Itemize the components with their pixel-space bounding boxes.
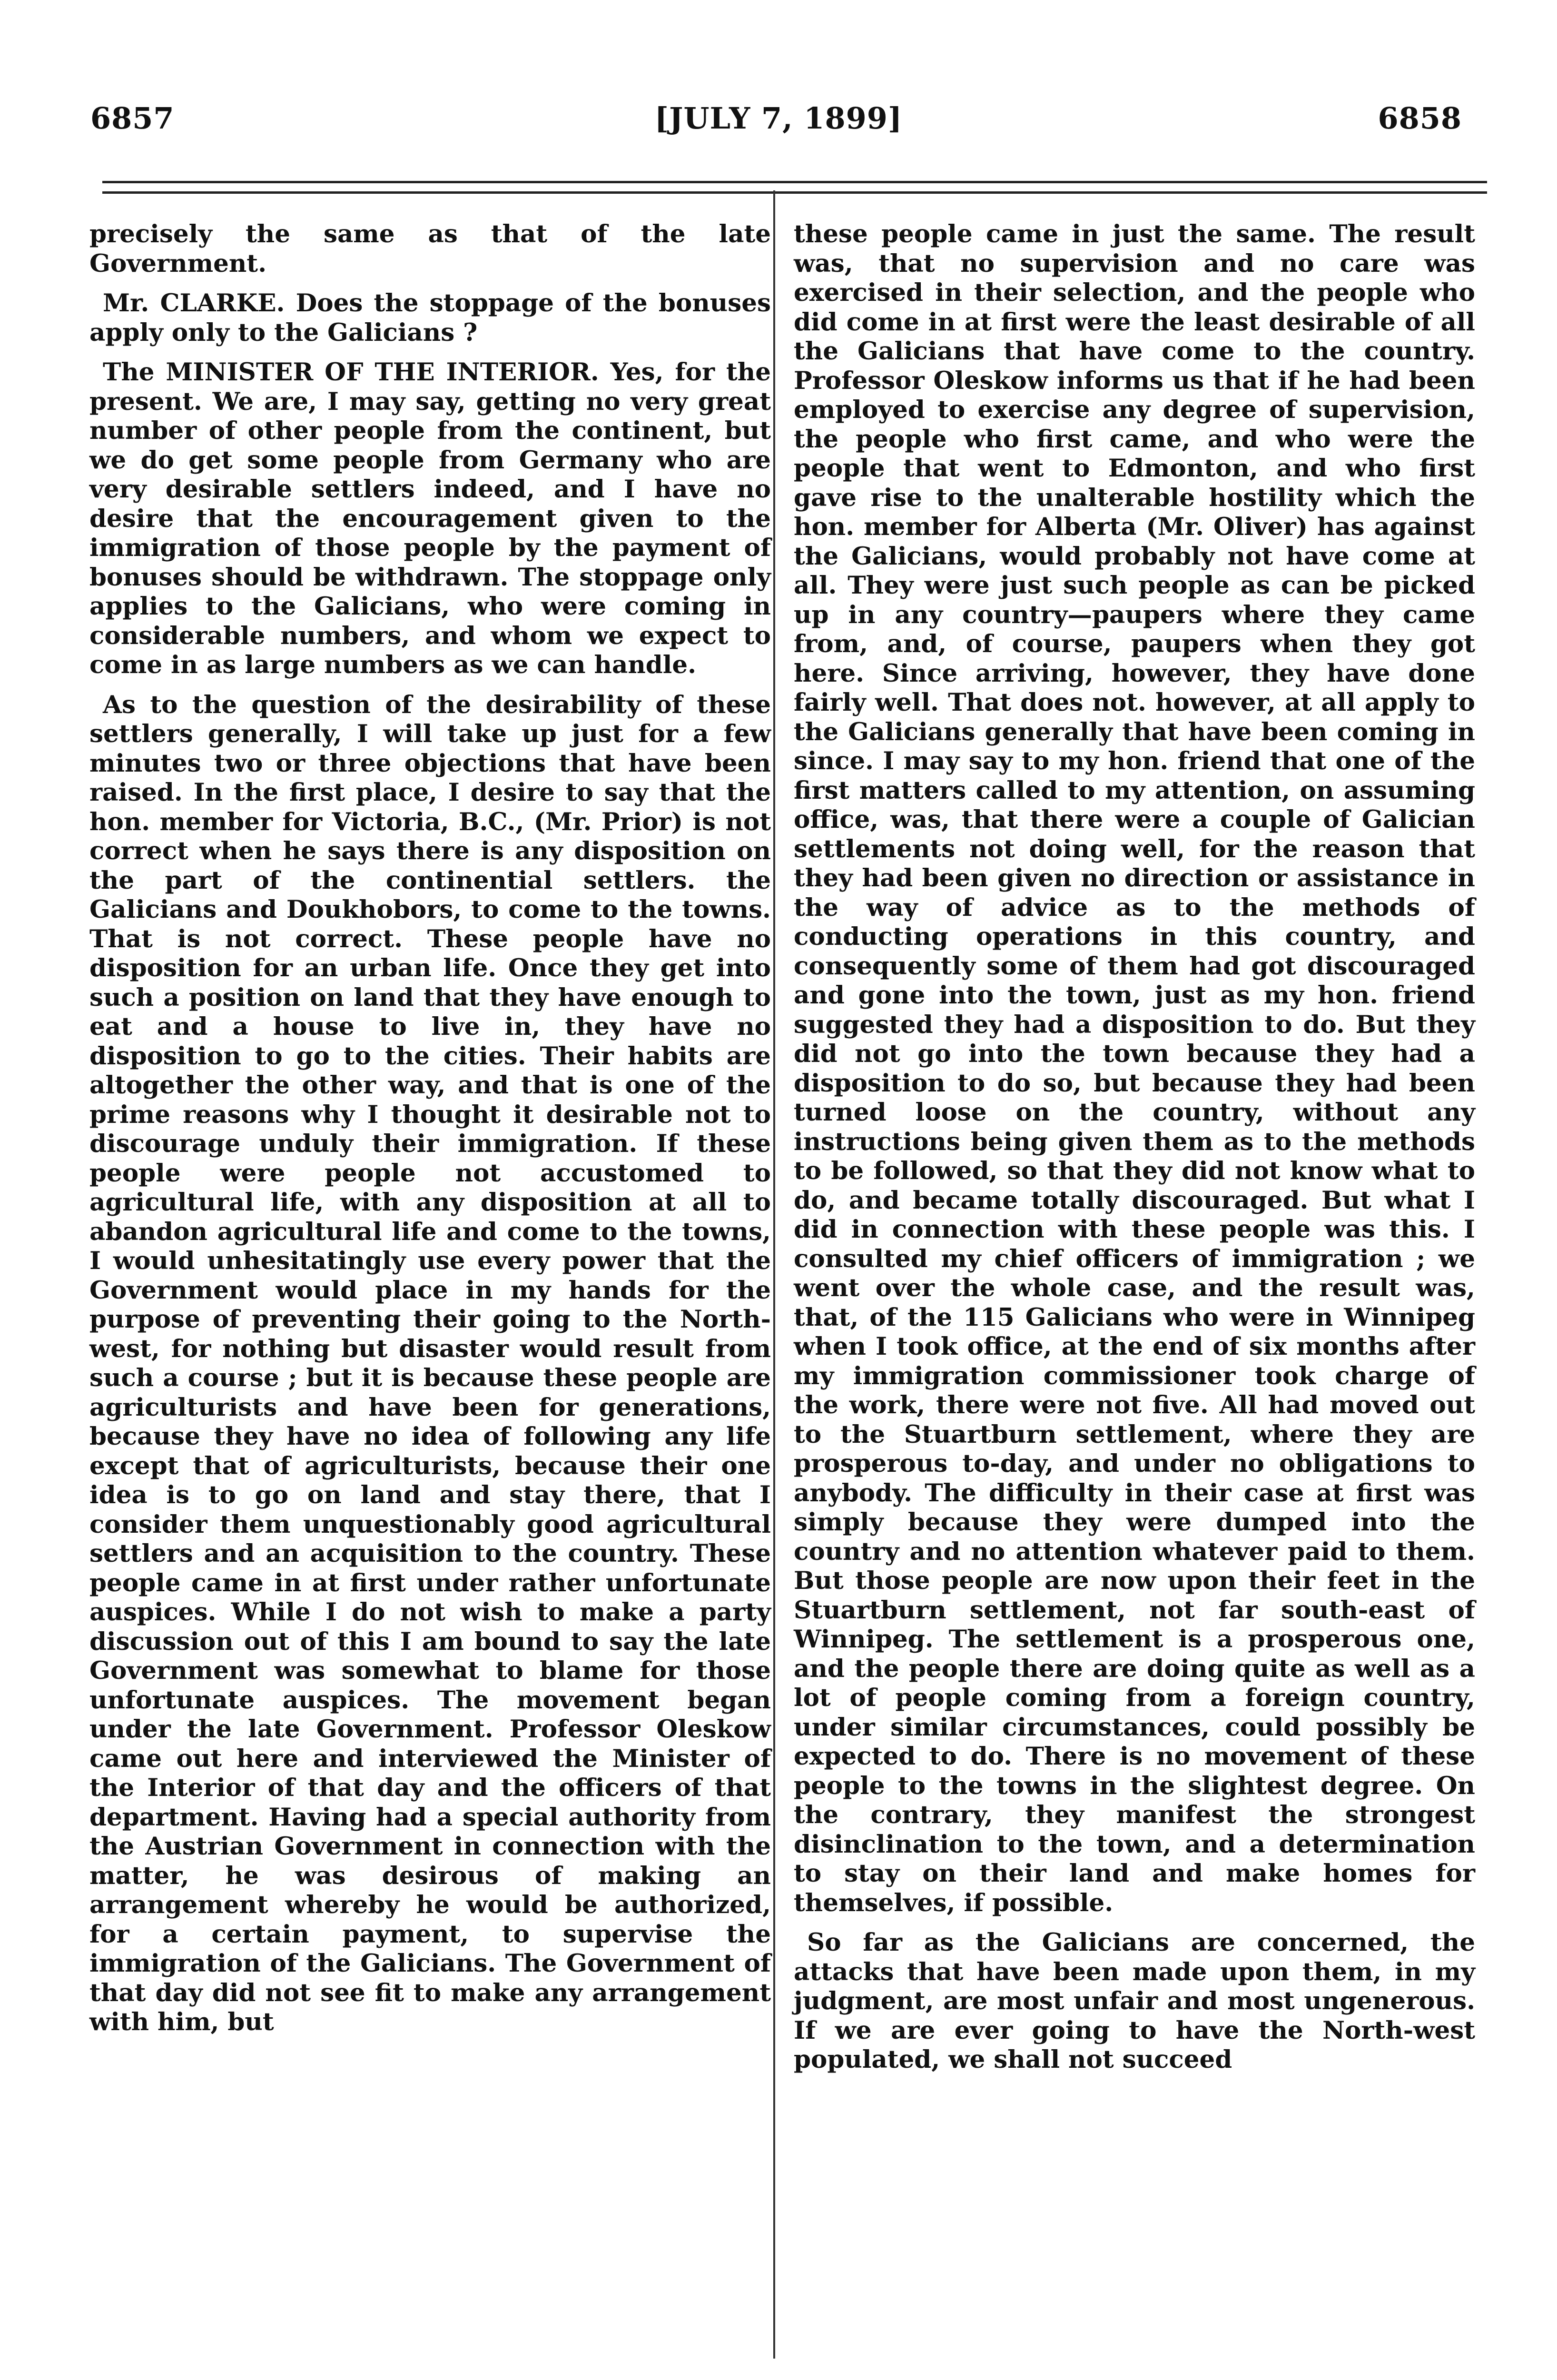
paragraph: The MINISTER OF THE INTERIOR. Yes, for the present. We are, I may say, getting no very great number of other people from the continent, but we do get some people from Germany who are very desirable settlers indeed, and I have no desire that the encouragement given to the immigration of those people by the payment of bonuses should be withdrawn. The stoppage only applies to the Galicians, who were coming in considerable numbers, and whom we expect to come in as large numbers as we can handle.: [89, 358, 771, 679]
column-divider: [773, 190, 775, 2359]
header-rule-bottom: [102, 191, 1487, 194]
right-page-number: 6858: [1378, 101, 1462, 136]
paragraph: precisely the same as that of the late Government.: [89, 220, 771, 278]
left-column: [89, 220, 771, 2048]
paragraph: So far as the Galicians are concerned, the attacks that have been made upon them, in my judgment, are most unfair and most ungenerous. If we are ever going to have the North-west populated, we shall not succeed: [794, 1928, 1475, 2074]
paragraph: these people came in just the same. The result was, that no supervision and no care was exercised in their selection, and the people who did come in at first were the least desirable of all the Galicians that have come to the country. Professor Oleskow informs us that if he had been employed to exercise any degree of supervision, the people who first came, and who were the people that went to Edmonton, and who first gave rise to the unalterable hostility which the hon. member for Alberta (Mr. Oliver) has against the Galicians, would probably not have come at all. They were just such people as can be picked up in any country—paupers where they came from, and, of course, paupers when they got here. Since arriving, however, they have done fairly well. That does not. however, at all apply to the Galicians generally that have been coming in since. I may say to my hon. friend that one of the first matters called to my attention, on assuming office, was, that there were a couple of Galician settlements not doing well, for the reason that they had been given no direction or assistance in the way of advice as to the methods of conducting operations in this country, and consequently some of them had got discouraged and gone into the town, just as my hon. friend suggested they had a disposition to do. But they did not go into the town because they had a disposition to do so, but because they had been turned loose on the country, without any instructions being given them as to the methods to be followed, so that they did not know what to do, and became totally discouraged. But what I did in connection with these people was this. I consulted my chief officers of immigration ; we went over the whole case, and the result was, that, of the 115 Galicians who were in Winnipeg when I took office, at the end of six months after my immigration commissioner took charge of the work, there were not five. All had moved out to the Stuartburn settlement, where they are prosperous to-day, and under no obligations to anybody. The difficulty in their case at first was simply because they were dumped into the country and no attention whatever paid to them. But those people are now upon their feet in the Stuartburn settlement, not far south-east of Winnipeg. The settlement is a prosperous one, and the people there are doing quite as well as a lot of people coming from a foreign country, under similar circumstances, could possibly be expected to do. There is no movement of these people to the towns in the slightest degree. On the contrary, they manifest the strongest disinclination to the town, and a determination to stay on their land and make homes for themselves, if possible.: [794, 220, 1475, 1917]
page-header: [71, 101, 1486, 144]
header-rule-top: [102, 181, 1487, 183]
paragraph: As to the question of the desirability of these settlers generally, I will take up just for a few minutes two or three objections that have been raised. In the first place, I desire to say that the hon. member for Victoria, B.C., (Mr. Prior) is not correct when he says there is any disposition on the part of the continential settlers. the Galicians and Doukhobors, to come to the towns. That is not correct. These people have no disposition for an urban life. Once they get into such a position on land that they have enough to eat and a house to live in, they have no disposition to go to the cities. Their habits are altogether the other way, and that is one of the prime reasons why I thought it desirable not to discourage unduly their immigration. If these people were people not accustomed to agricultural life, with any disposition at all to abandon agricultural life and come to the towns, I would unhesitatingly use every power that the Government would place in my hands for the purpose of preventing their going to the North-west, for nothing but disaster would result from such a course ; but it is because these people are agriculturists and have been for generations, because they have no idea of following any life except that of agriculturists, because their one idea is to go on land and stay there, that I consider them unquestionably good agricultural settlers and an acquisition to the country. These people came in at first under rather unfortunate auspices. While I do not wish to make a party discussion out of this I am bound to say the late Government was somewhat to blame for those unfortunate auspices. The movement began under the late Government. Professor Oleskow came out here and interviewed the Minister of the Interior of that day and the officers of that department. Having had a special authority from the Austrian Government in connection with the matter, he was desirous of making an arrangement whereby he would be authorized, for a certain payment, to supervise the immigration of the Galicians. The Government of that day did not see fit to make any arrangement with him, but: [89, 690, 771, 2036]
right-column: [794, 220, 1475, 2085]
paragraph: Mr. CLARKE. Does the stoppage of the bonuses apply only to the Galicians ?: [89, 289, 771, 347]
left-page-number: 6857: [90, 101, 175, 136]
header-date: [JULY 7, 1899]: [654, 101, 903, 136]
